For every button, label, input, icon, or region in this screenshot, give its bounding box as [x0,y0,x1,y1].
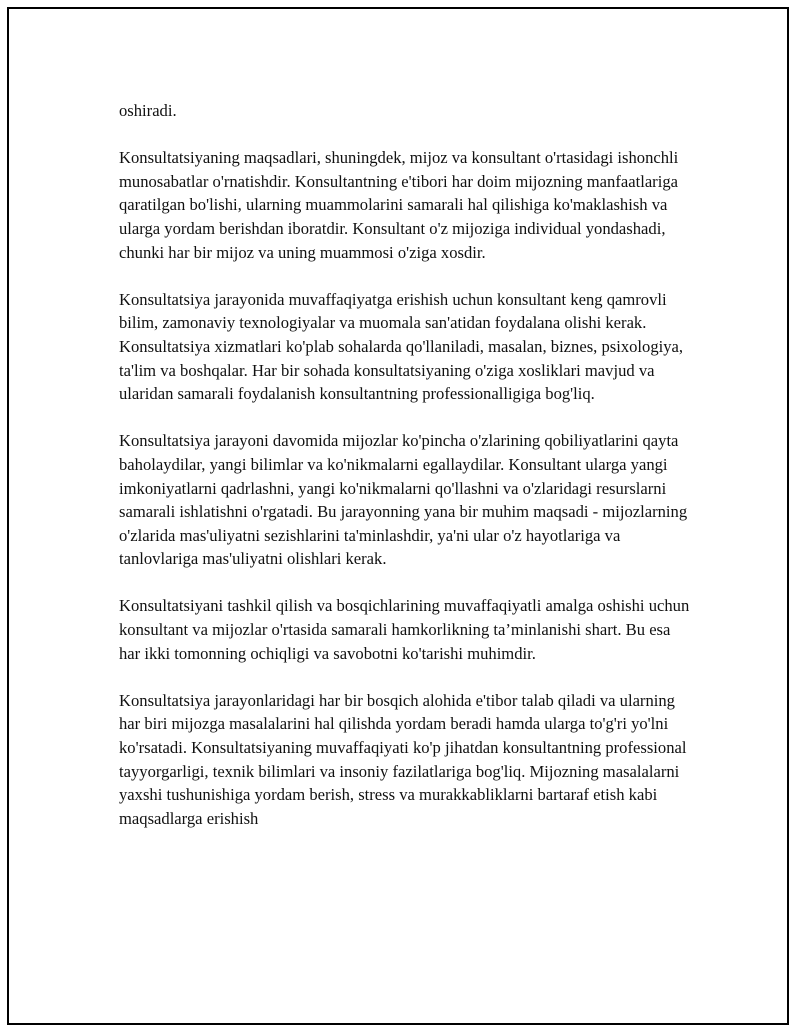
paragraph: Konsultatsiya jarayonlaridagi har bir bosqich alohida e'tibor talab qiladi va ularning har biri mijozga masalalarini hal qilishda yordam beradi hamda ularga to'g'ri yo'lni ko'rsatadi. Konsultatsiyaning muvaffaqiyati ko'p jihatdan konsultantning professional tayyorgarligi, texnik bilimlari va insoniy fazilatlariga bog'liq. Mijozning masalalarni yaxshi tushunishiga yordam berish, stress va murakkabliklarni bartaraf etish kabi maqsadlarga erishish [119,690,687,828]
document-page [7,7,789,1025]
paragraph: Konsultatsiyani tashkil qilish va bosqichlarining muvaffaqiyatli amalga oshishi uchun konsultant va mijozlar o'rtasida samarali hamkorlikning ta’minlanishi shart. Bu esa har ikki tomonning ochiqligi va savobotni ko'tarishi muhimdir. [119,596,690,663]
paragraph: Konsultatsiya jarayonida muvaffaqiyatga erishish uchun konsultant keng qamrovli bilim, zamonaviy texnologiyalar va muomala san'atidan foydalana olishi kerak. Konsultatsiya xizmatlari ko'plab sohalarda qo'llaniladi, masalan, biznes, psixologiya, ta'lim va boshqalar. Har bir sohada konsultatsiyaning o'ziga xosliklari mavjud va ularidan samarali foydalanish konsultantning professionalligiga bog'liq. [119,289,684,404]
paragraph: oshiradi. [119,101,177,120]
paragraph: Konsultatsiyaning maqsadlari, shuningdek, mijoz va konsultant o'rtasidagi ishonchli munosabatlar o'rnatishdir. Konsultantning e'tibori har doim mijozning manfaatlariga qaratilgan bo'lishi, ularning muammolarini samarali hal qilishiga ko'maklashish va ularga yordam berishdan iboratdir. Konsultant o'z mijoziga individual yondashadi, chunki har bir mijoz va uning muammosi o'ziga xosdir. [119,148,679,262]
document-body [119,99,694,854]
paragraph: Konsultatsiya jarayoni davomida mijozlar ko'pincha o'zlarining qobiliyatlarini qayta baholaydilar, yangi bilimlar va ko'nikmalarni egallaydilar. Konsultant ularga yangi imkoniyatlarni qadrlashni, yangi ko'nikmalarni qo'llashni va o'zlaridagi resurslarni samarali ishlatishni o'rgatadi. Bu jarayonning yana bir muhim maqsadi - mijozlarning o'zlarida mas'uliyatni sezishlarini ta'minlashdir, ya'ni ular o'z hayotlariga va tanlovlariga mas'uliyatni olishlari kerak. [119,431,688,569]
